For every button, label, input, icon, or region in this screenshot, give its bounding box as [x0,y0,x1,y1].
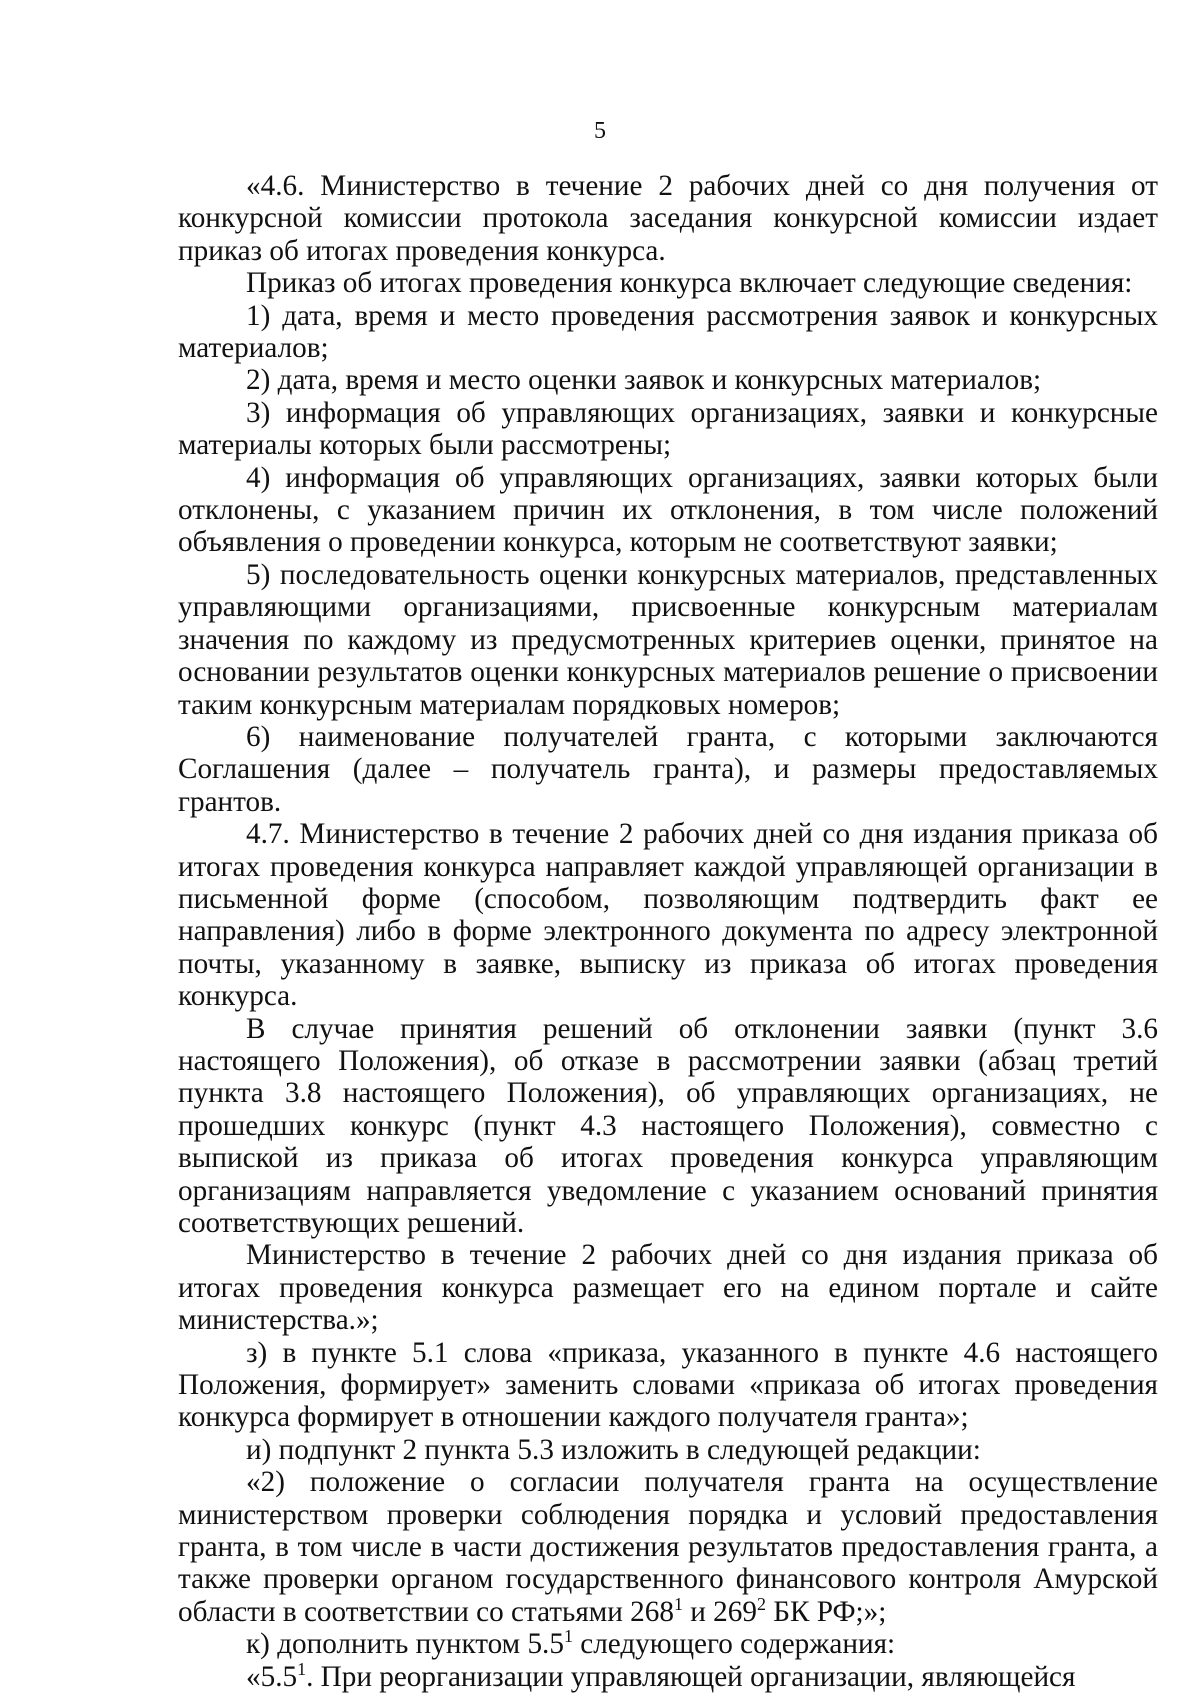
paragraph-5-5-1-text-a: «5.5 [246,1660,298,1693]
paragraph-5-5-1 [178,1658,1158,1693]
amendment-k-text-a: к) дополнить пунктом 5.5 [246,1628,564,1661]
amendment-subitem-2 [178,1466,1158,1628]
paragraph-rejection-notice: В случае принятия решений об отклонении заявки (пункт 3.6 настоящего Положения), об отказе в рассмотрении заявки (абзац третий пункта 3.8 настоящего Положения), об управляющих организациях, не прошедших конкурс (пункт 4.3 настоящего Положения), совместно с выпиской из приказа об итогах проведения конкурса управляющим организациям направляется уведомление с указанием оснований принятия соответствующих решений. [178,1012,1158,1239]
document-body [178,170,1158,1693]
amendment-k-text-b: следующего содержания: [572,1628,896,1661]
superscript-1: 1 [563,1626,573,1647]
amendment-z: з) в пункте 5.1 слова «приказа, указанного в пункте 4.6 настоящего Положения, формирует» заменить словами «приказа об итогах проведения конкурса формирует в отношении каждого получателя гранта»; [178,1336,1158,1434]
amendment-subitem-2-text-a: «2) положение о согласии получателя гранта на осуществление министерством проверки соблюдения порядка и условий предоставления гранта, в том числе в части достижения результатов предоставления гранта, а также проверки органом государственного финансового контроля Амурской области в соответствии со статьями 268 [178,1466,1158,1628]
list-item-1: 1) дата, время и место проведения рассмотрения заявок и конкурсных материалов; [178,299,1158,365]
paragraph-4-6: «4.6. Министерство в течение 2 рабочих дней со дня получения от конкурсной комиссии протокола заседания конкурсной комиссии издает приказ об итогах проведения конкурса. [178,170,1158,267]
list-item-6: 6) наименование получателей гранта, с которыми заключаются Соглашения (далее – получатель гранта), и размеры предоставляемых грантов. [178,720,1158,818]
superscript-1: 1 [297,1658,307,1679]
list-item-5: 5) последовательность оценки конкурсных материалов, представленных управляющими организациями, присвоенные конкурсным материалам значения по каждому из предусмотренных критериев оценки, принятое на основании результатов оценки конкурсных материалов решение о присвоении таким конкурсным материалам порядковых номеров; [178,558,1158,721]
paragraph-5-5-1-text-b: . При реорганизации управляющей организации, являющейся [306,1660,1076,1693]
list-item-2: 2) дата, время и место оценки заявок и конкурсных материалов; [246,364,1042,397]
paragraph-order-contents: Приказ об итогах проведения конкурса включает следующие сведения: [246,267,1133,300]
list-item-3: 3) информация об управляющих организациях, заявки и конкурсные материалы которых были рассмотрены; [178,396,1158,462]
list-item-4: 4) информация об управляющих организациях, заявки которых были отклонены, с указанием причин их отклонения, в том числе положений объявления о проведении конкурса, которым не соответствуют заявки; [178,461,1158,559]
amendment-i: и) подпункт 2 пункта 5.3 изложить в следующей редакции: [246,1433,981,1466]
paragraph-publication: Министерство в течение 2 рабочих дней со дня издания приказа об итогах проведения конкурса размещает его на едином портале и сайте министерства.»; [178,1239,1158,1337]
page-number: 5 [594,118,606,144]
amendment-subitem-2-text-c: БК РФ;»; [765,1595,887,1628]
paragraph-4-7: 4.7. Министерство в течение 2 рабочих дней со дня издания приказа об итогах проведения конкурса направляет каждой управляющей организации в письменной форме (способом, позволяющим подтвердить факт ее направления) либо в форме электронного документа по адресу электронной почты, указанному в заявке, выписку из приказа об итогах проведения конкурса. [178,818,1158,1013]
superscript-1: 1 [673,1593,683,1614]
superscript-2: 2 [756,1593,766,1614]
amendment-subitem-2-text-b: и 269 [682,1595,757,1628]
amendment-k [178,1628,1158,1660]
